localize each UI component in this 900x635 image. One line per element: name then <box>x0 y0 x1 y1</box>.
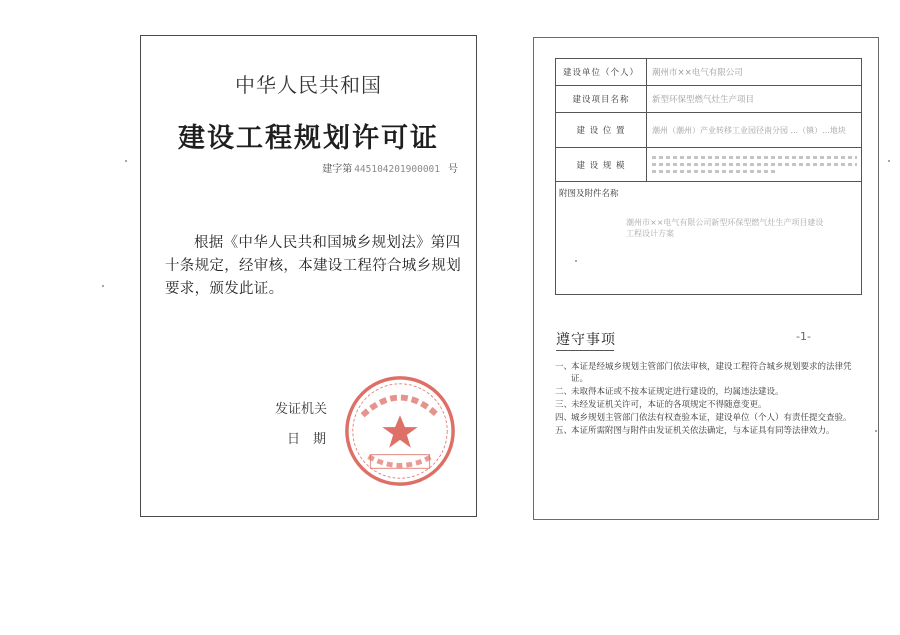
certificate-number-line <box>322 160 458 175</box>
table-row-label: 建设单位（个人） <box>556 59 647 85</box>
list-item-number: 四、 <box>555 413 573 423</box>
list-item-text: 城乡规划主管部门依法有权查验本证，建设单位（个人）有责任提交查验。 <box>571 413 852 423</box>
permit-body-text: 根据《中华人民共和国城乡规划法》第四十条规定，经审核，本建设工程符合城乡规划要求，颁发此证。 <box>165 235 461 297</box>
illegible-text-line <box>652 163 857 166</box>
cert-suffix: 号 <box>448 164 458 175</box>
scan-speck <box>575 260 577 262</box>
attachments-label: 附图及附件名称 <box>559 189 619 199</box>
scan-speck <box>125 160 127 162</box>
page-number: -1- <box>796 330 811 343</box>
attachments-value: 潮州市××电气有限公司新型环保型燃气灶生产项目建设工程设计方案 <box>626 218 824 238</box>
certificate-number: 445104201900001 <box>354 164 440 175</box>
list-item-number: 五、 <box>555 426 573 436</box>
permit-right-page <box>533 37 879 520</box>
table-row-label: 建设项目名称 <box>556 86 647 112</box>
list-item-number: 二、 <box>555 387 573 397</box>
table-row <box>556 113 861 148</box>
list-item <box>555 399 865 411</box>
list-item-text: 未经发证机关许可，本证的各项规定不得随意变更。 <box>571 400 767 410</box>
country-name: 中华人民共和国 <box>235 73 382 97</box>
list-item-text: 未取得本证或不按本证规定进行建设的，均属违法建设。 <box>571 387 784 397</box>
list-item <box>555 425 865 437</box>
list-item-text: 本证是经城乡规划主管部门依法审核，建设工程符合城乡规划要求的法律凭证。 <box>571 362 852 384</box>
illegible-text-line <box>652 170 775 173</box>
permit-title: 建设工程规划许可证 <box>178 123 439 154</box>
issuing-authority-label: 发证机关 <box>275 402 328 417</box>
illegible-text-line <box>652 156 857 159</box>
list-item <box>555 361 865 385</box>
scan-speck <box>102 285 104 287</box>
official-seal-icon <box>341 372 459 490</box>
list-item-number: 三、 <box>555 400 573 410</box>
table-row <box>556 148 861 182</box>
table-row-value: 新型环保型燃气灶生产项目 <box>652 95 755 105</box>
table-row-value: 潮州市××电气有限公司 <box>652 68 743 78</box>
issue-date-label: 日 期 <box>287 432 327 447</box>
table-row <box>556 86 861 113</box>
list-item <box>555 412 865 424</box>
table-row-value: 潮州（潮州）产业转移工业园径南分园 ...（镇）...地块 <box>652 125 846 135</box>
list-item-text: 本证所需附图与附件由发证机关依法确定，与本证具有同等法律效力。 <box>571 426 835 436</box>
table-row <box>556 59 861 86</box>
cert-prefix: 建字第 <box>322 164 353 175</box>
scan-speck <box>875 430 877 432</box>
table-row-label: 建 设 位 置 <box>556 113 647 147</box>
scan-speck <box>888 160 890 162</box>
table-row-label: 建 设 规 模 <box>556 148 647 181</box>
notes-title: 遵守事项 <box>556 332 616 348</box>
notes-list <box>555 361 865 438</box>
list-item <box>555 386 865 398</box>
permit-info-table <box>555 58 862 295</box>
notes-title-underline <box>556 350 614 351</box>
permit-left-page <box>140 35 477 517</box>
scale-value-illegible <box>652 148 857 185</box>
list-item-number: 一、 <box>555 362 573 372</box>
